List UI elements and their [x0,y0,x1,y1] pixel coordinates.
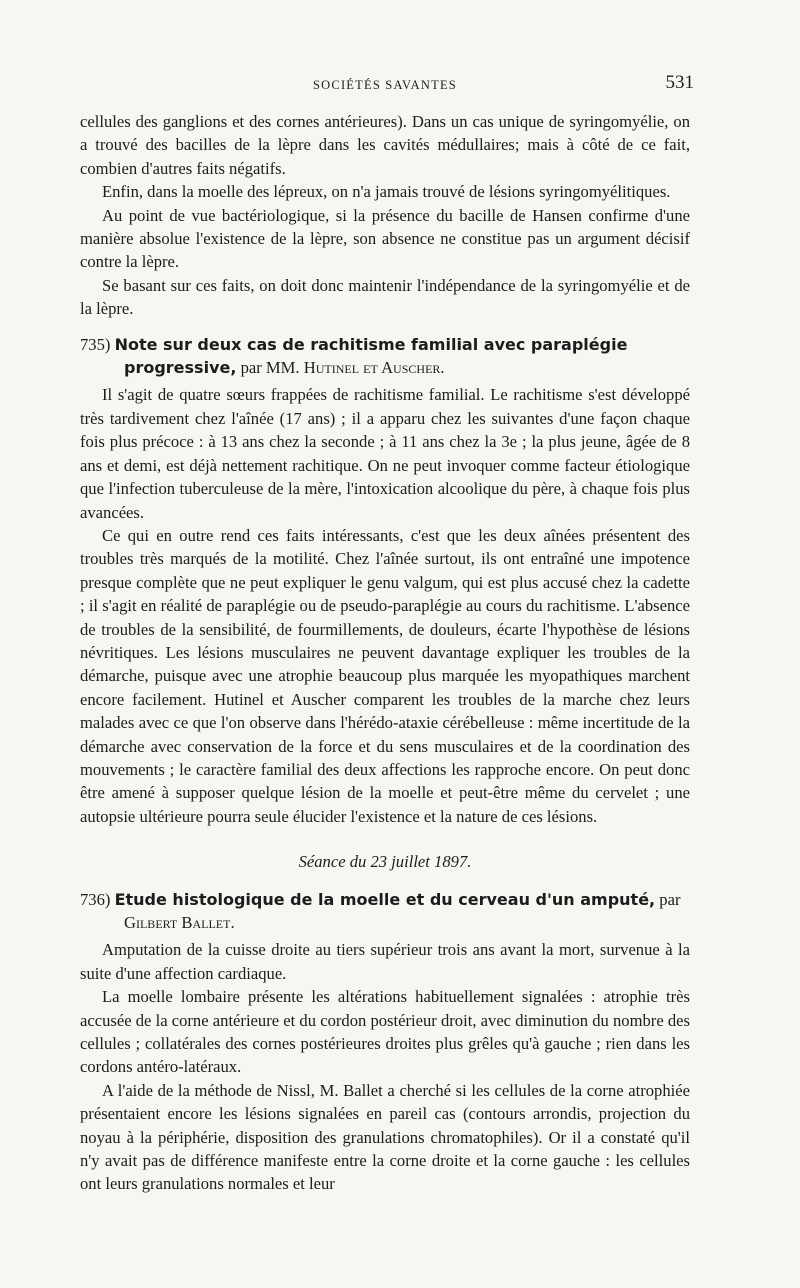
session-date: Séance du 23 juillet 1897. [298,852,472,872]
article-authors: Hutinel et Auscher. [303,358,445,378]
article-736-paragraph: La moelle lombaire présente les altérations habituellement signalées : atrophie très accusée de la corne antérieure et du cordon postérieur droit, avec diminution du nombre des cellules ; collatérales des cornes postérieures droites plus grêles qu'à gauche ; rien dans les cordons antéro-latéraux. [80,987,690,1077]
page-number: 531 [665,72,694,93]
article-title: Note sur deux cas de rachitisme familial avec paraplégie progressive, [114,334,628,378]
article-735-heading [80,333,690,380]
article-by: par MM. [240,358,300,378]
article-736-heading [80,888,690,935]
article-title: Etude histologique de la moelle et du cerveau d'un amputé, [114,889,656,909]
intro-paragraph: Au point de vue bactériologique, si la présence du bacille de Hansen confirme d'une manière absolue l'existence de la lèpre, son absence ne constitue pas un argument décisif contre la lèpre. [80,205,690,272]
article-authors: Gilbert Ballet. [124,913,235,932]
page-body [80,110,690,1196]
article-735-paragraph: Ce qui en outre rend ces faits intéressants, c'est que les deux aînées présentent des troubles très marqués de la motilité. Chez l'aînée surtout, ils ont entraîné une impotence presque complète que ne peut expliquer le genu valgum, qui est plus accusé chez la cadette ; il s'agit en réalité de paraplégie ou de pseudo-paraplégie au cours du rachitisme. L'absence de troubles de la sensibilité, de fourmillements, de douleurs, écarte l'hypothèse de lésions névritiques. Les lésions musculaires ne peuvent davantage expliquer les troubles de la démarche, puisque avec une atrophie beaucoup plus marquée les myopathiques marchent encore facilement. Hutinel et Auscher comparent les troubles de la marche chez leurs malades avec ce que l'on observe dans l'hérédo-ataxie cérébelleuse : même incertitude de la démarche avec conservation de la force et du sens musculaires et de la coordination des mouvements ; le caractère familial des deux affections les rapproche encore. On peut donc être amené à supposer quelque lésion de la moelle et peut-être même du cervelet ; une autopsie ultérieure pourra seule élucider l'existence et la nature de ces lésions. [80,525,690,826]
article-736-paragraph: A l'aide de la méthode de Nissl, M. Ballet a cherché si les cellules de la corne atrophiée présentaient encore les lésions signalées en pareil cas (contours arrondis, projection du noyau à la périphérie, disposition des granulations chromatophiles). Or il a constaté qu'il n'y avait pas de différence manifeste entre la corne droite et la corne gauche : les cellules ont leurs granulations normales et leur [80,1080,690,1194]
article-by: par [659,889,681,909]
intro-paragraph: Enfin, dans la moelle des lépreux, on n'a jamais trouvé de lésions syringomyélitiques. [102,182,671,202]
page-header [80,72,694,96]
intro-paragraph: Se basant sur ces faits, on doit donc maintenir l'indépendance de la syringomyélie et de la lèpre. [80,275,690,319]
intro-paragraph: cellules des ganglions et des cornes antérieures). Dans un cas unique de syringomyélie, on a trouvé des bacilles de la lèpre dans les cavités médullaires; mais à côté de ce fait, combien d'autres faits négatifs. [80,112,690,178]
article-735-paragraph: Il s'agit de quatre sœurs frappées de rachitisme familial. Le rachitisme s'est développé très tardivement chez l'aînée (17 ans) ; il a apparu chez les suivantes d'une façon chaque fois plus précoce : à 13 ans chez la seconde ; à 11 ans chez la 3e ; la plus jeune, âgée de 8 ans et demi, est déjà nettement rachitique. On ne peut invoquer comme facteur étiologique que l'infection tuberculeuse de la mère, l'intoxication alcoolique du père, à chaque fois plus avancées. [80,385,690,522]
article-number: 736) [80,889,111,909]
running-head: SOCIÉTÉS SAVANTES [313,78,457,92]
article-736-paragraph: Amputation de la cuisse droite au tiers supérieur trois ans avant la mort, survenue à la suite d'une affection cardiaque. [80,940,690,983]
article-number: 735) [80,334,111,354]
